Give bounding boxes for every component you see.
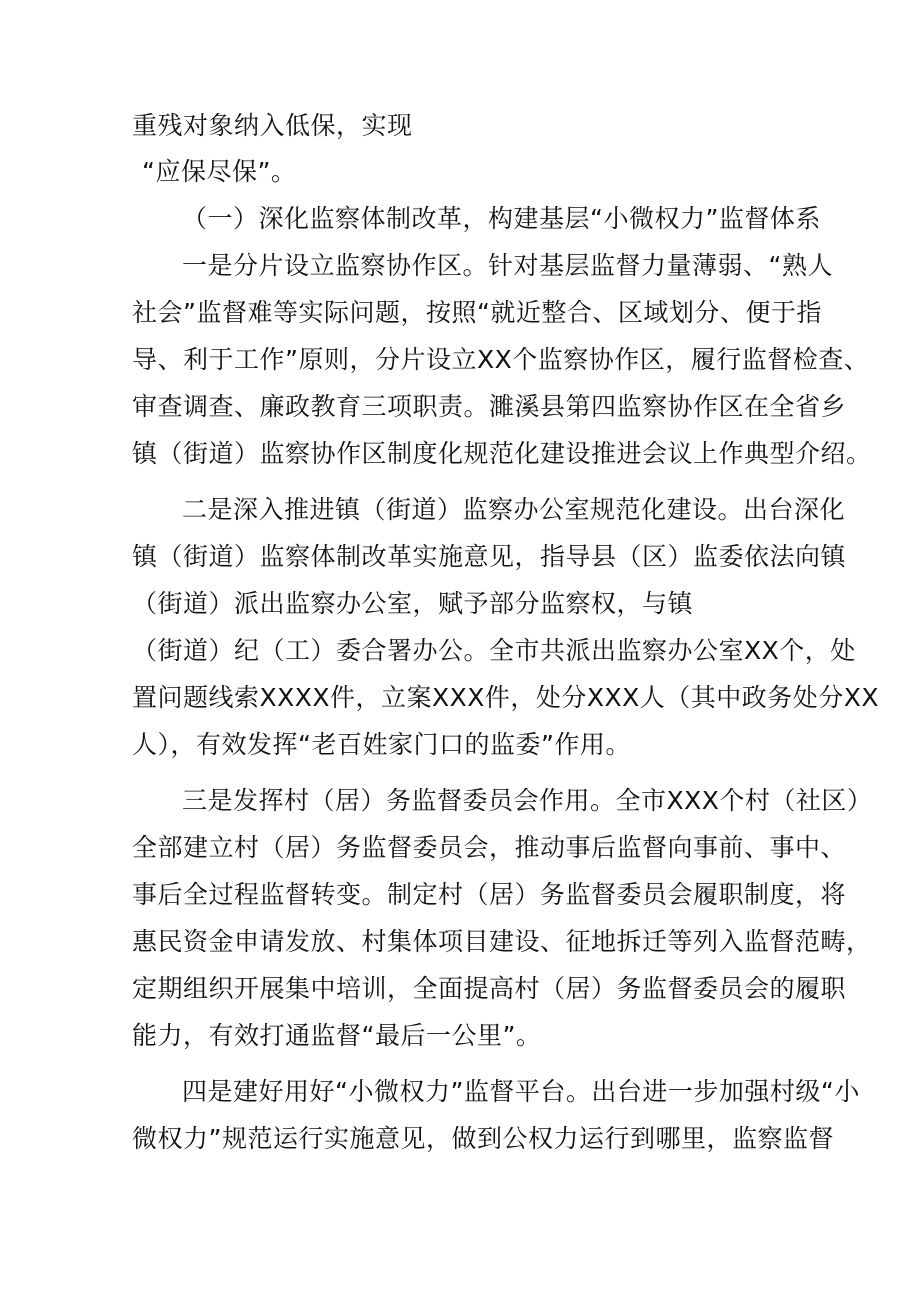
- intro-line: “应保尽保”。: [142, 157, 297, 186]
- paragraph-line: （街道）派出监察办公室，赋予部分监察权，与镇: [132, 589, 694, 618]
- intro-line: 重残对象纳入低保，实现: [132, 111, 413, 140]
- paragraph-line: 四是建好用好“小微权力”监督平台。出台进一步加强村级“小: [182, 1077, 860, 1106]
- paragraph-line: 能力，有效打通监督“最后一公里”。: [132, 1021, 542, 1050]
- paragraph-line: 置问题线索XXXX件，立案XXX件，处分XXX人（其中政务处分XX: [132, 683, 880, 712]
- paragraph-line: 镇（街道）监察协作区制度化规范化建设推进会议上作典型介绍。: [132, 439, 872, 468]
- paragraph-line: 事后全过程监督转变。制定村（居）务监督委员会履职制度，将: [132, 880, 847, 909]
- paragraph-line: 人），有效发挥“老百姓家门口的监委”作用。: [132, 730, 631, 759]
- paragraph-line: 社会”监督难等实际问题，按照“就近整合、区域划分、便于指: [132, 298, 822, 327]
- paragraph-line: 导、利于工作”原则，分片设立XX个监察协作区，履行监督检查、: [132, 345, 870, 374]
- paragraph-line: 镇（街道）监察体制改革实施意见，指导县（区）监委依法向镇: [132, 542, 847, 571]
- paragraph-line: 一是分片设立监察协作区。针对基层监督力量薄弱、“熟人: [182, 251, 833, 280]
- paragraph-line: 三是发挥村（居）务监督委员会作用。全市XXX个村（社区）: [182, 786, 873, 815]
- paragraph-line: 全部建立村（居）务监督委员会，推动事后监督向事前、事中、: [132, 833, 847, 862]
- paragraph-line: 定期组织开展集中培训，全面提高村（居）务监督委员会的履职: [132, 974, 847, 1003]
- section-heading: （一）深化监察体制改革，构建基层“小微权力”监督体系: [182, 204, 821, 233]
- paragraph-line: 惠民资金申请发放、村集体项目建设、征地拆迁等列入监督范畴，: [132, 927, 872, 956]
- paragraph-line: 审查调查、廉政教育三项职责。濉溪县第四监察协作区在全省乡: [132, 392, 847, 421]
- paragraph-line: （街道）纪（工）委合署办公。全市共派出监察办公室XX个，处: [132, 636, 856, 665]
- paragraph-line: 二是深入推进镇（街道）监察办公室规范化建设。出台深化: [182, 495, 846, 524]
- paragraph-line: 微权力”规范运行实施意见，做到公权力运行到哪里，监察监督: [132, 1124, 834, 1153]
